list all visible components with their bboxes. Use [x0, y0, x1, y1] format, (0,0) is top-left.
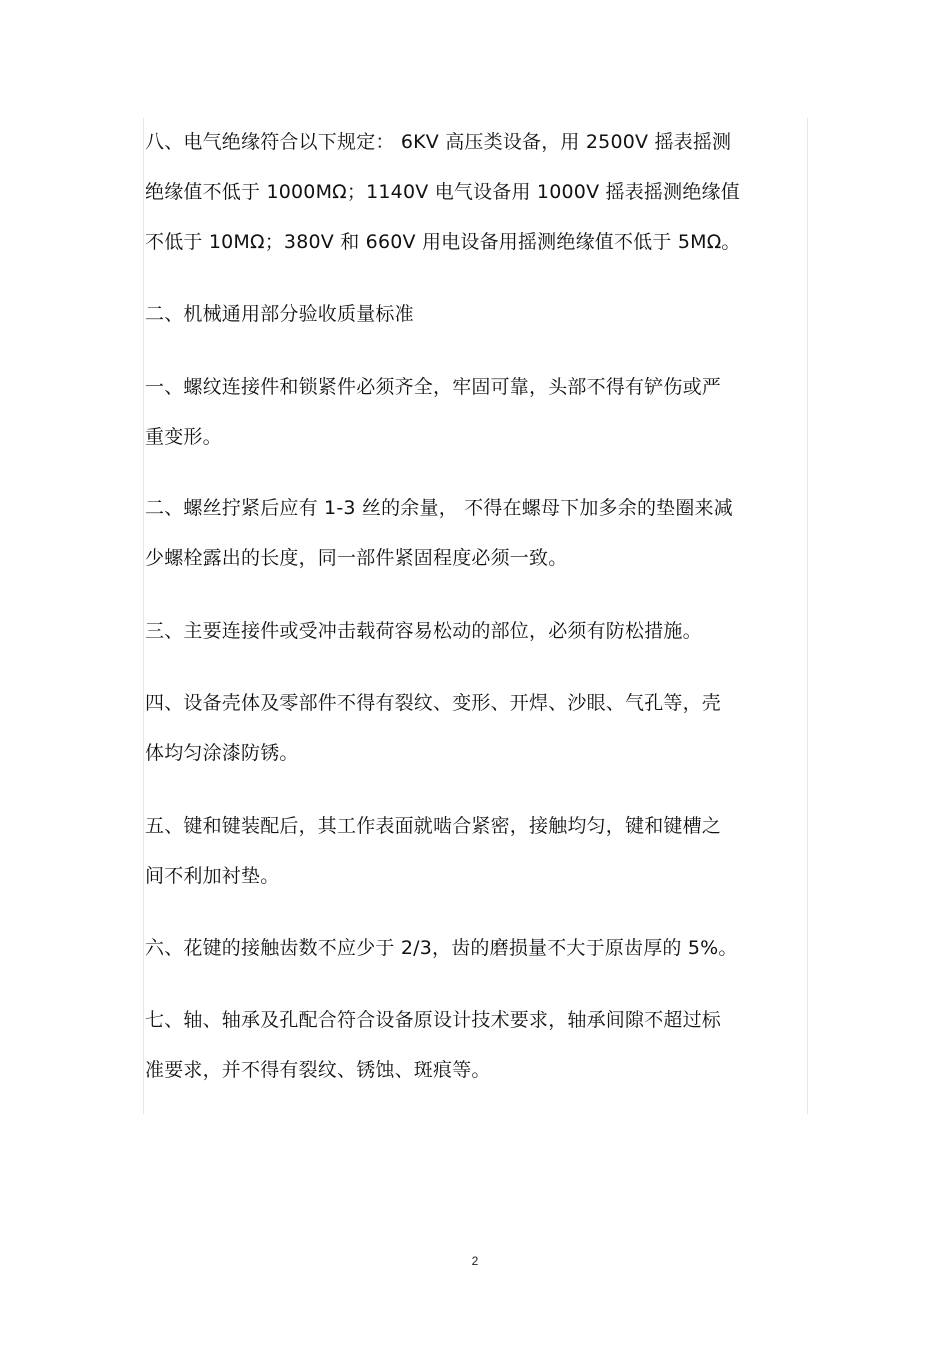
text-line-2: 绝缘值不低于 1000MΩ；1140V 电气设备用 1000V 摇表摇测绝缘值 — [145, 181, 740, 203]
text-line-1: 八、电气绝缘符合以下规定： 6KV 高压类设备，用 2500V 摇表摇测 — [145, 131, 732, 153]
text-line-11: 体均匀涂漆防锈。 — [145, 742, 299, 764]
text-line-13: 间不利加衬垫。 — [145, 865, 280, 887]
text-line-16: 准要求，并不得有裂纹、锈蚀、斑痕等。 — [145, 1059, 491, 1081]
text-line-9: 三、主要连接件或受冲击载荷容易松动的部位，必须有防松措施。 — [145, 620, 702, 642]
text-line-14: 六、花键的接触齿数不应少于 2/3，齿的磨损量不大于原齿厚的 5%。 — [145, 937, 738, 959]
text-line-15: 七、轴、轴承及孔配合符合设备原设计技术要求，轴承间隙不超过标 — [145, 1009, 722, 1031]
text-line-10: 四、设备壳体及零部件不得有裂纹、变形、开焊、沙眼、气孔等，壳 — [145, 692, 722, 714]
page-number: 2 — [471, 1254, 479, 1268]
text-line-8: 少螺栓露出的长度，同一部件紧固程度必须一致。 — [145, 547, 568, 569]
text-line-5: 一、螺纹连接件和锁紧件必须齐全，牢固可靠，头部不得有铲伤或严 — [145, 376, 722, 398]
text-line-3: 不低于 10MΩ；380V 和 660V 用电设备用摇测绝缘值不低于 5MΩ。 — [145, 231, 741, 253]
section-heading: 二、机械通用部分验收质量标准 — [145, 303, 414, 325]
text-line-7: 二、螺丝拧紧后应有 1-3 丝的余量， 不得在螺母下加多余的垫圈来减 — [145, 497, 733, 519]
text-line-6: 重变形。 — [145, 426, 222, 448]
page-frame — [143, 118, 808, 1114]
text-line-12: 五、键和键装配后，其工作表面就啮合紧密，接触均匀，键和键槽之 — [145, 815, 722, 837]
